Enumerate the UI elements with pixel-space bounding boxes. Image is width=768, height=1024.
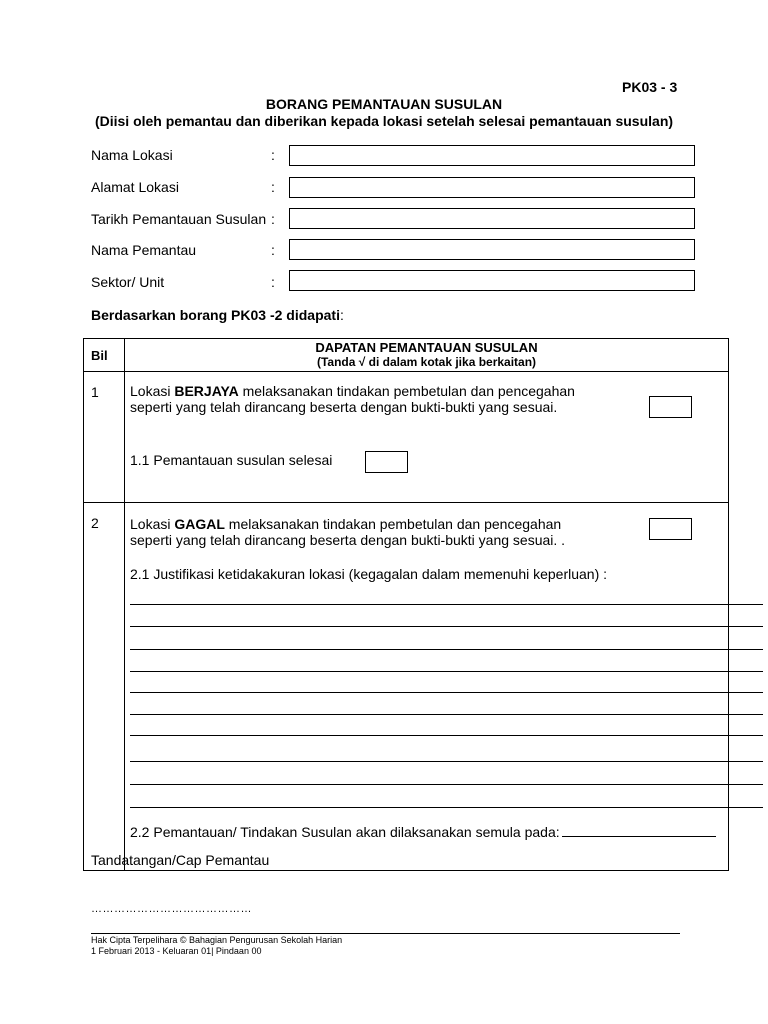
row-2-2-label <box>130 824 716 840</box>
tarikh-field[interactable] <box>289 208 695 229</box>
justification-line[interactable] <box>130 761 763 762</box>
column-header-bil: Bil <box>84 339 125 372</box>
footer-issue: 1 Februari 2013 - Keluaran 01| Pindaan 00 <box>91 946 262 956</box>
sektor-unit-field[interactable] <box>289 270 695 291</box>
date-fill-line[interactable] <box>562 836 716 837</box>
tarikh-label: Tarikh Pemantauan Susulan <box>91 211 267 227</box>
table-row <box>84 372 729 503</box>
row-2-1-label: 2.1 Justifikasi ketidakakuran lokasi (kegagalan dalam memenuhi keperluan) : <box>130 566 608 582</box>
findings-table <box>83 338 729 871</box>
column-header-dapatan <box>125 339 729 372</box>
row-number: 1 <box>84 372 125 503</box>
justification-line[interactable] <box>130 807 763 808</box>
row-1-1-label: 1.1 Pemantauan susulan selesai <box>130 452 333 468</box>
justification-line[interactable] <box>130 714 763 715</box>
justification-line[interactable] <box>130 649 763 650</box>
nama-lokasi-label: Nama Lokasi <box>91 147 173 163</box>
nama-lokasi-field[interactable] <box>289 145 695 166</box>
row-2-statement <box>130 516 565 548</box>
nama-pemantau-colon: : <box>271 242 275 258</box>
sektor-unit-label: Sektor/ Unit <box>91 274 165 290</box>
form-subtitle: (Diisi oleh pemantau dan diberikan kepada lokasi setelah selesai pemantauan susulan) <box>94 113 674 129</box>
footer-divider <box>91 933 680 934</box>
row-2-prefix: Lokasi <box>130 516 175 532</box>
gagal-keyword: GAGAL <box>174 516 225 532</box>
justification-line[interactable] <box>130 784 763 785</box>
signature-label: Tandatangan/Cap Pemantau <box>91 852 270 868</box>
nama-lokasi-colon: : <box>271 147 275 163</box>
alamat-lokasi-field[interactable] <box>289 177 695 198</box>
justification-line[interactable] <box>130 735 763 736</box>
row-1-statement <box>130 383 575 415</box>
table-header-row <box>84 339 729 372</box>
table-subheading: (Tanda √ di dalam kotak jika berkaitan) <box>316 355 537 369</box>
table-heading: DAPATAN PEMANTAUAN SUSULAN <box>315 340 538 355</box>
justification-line[interactable] <box>130 604 763 605</box>
form-code: PK03 - 3 <box>622 79 678 95</box>
alamat-lokasi-colon: : <box>271 179 275 195</box>
row-2-content <box>125 503 729 871</box>
nama-pemantau-label: Nama Pemantau <box>91 242 197 258</box>
footer-copyright: Hak Cipta Terpelihara © Bahagian Pengurusan Sekolah Harian <box>91 935 343 945</box>
nama-pemantau-field[interactable] <box>289 239 695 260</box>
berjaya-keyword: BERJAYA <box>174 383 239 399</box>
intro-main: Berdasarkan borang PK03 -2 didapati <box>91 307 340 323</box>
row-1-line2: seperti yang telah dirancang beserta dengan bukti-bukti yang sesuai. <box>130 399 558 415</box>
table-row <box>84 503 729 871</box>
tarikh-colon: : <box>271 211 275 227</box>
row-1-content <box>125 372 729 503</box>
form-title: BORANG PEMANTAUAN SUSULAN <box>265 96 503 112</box>
sektor-unit-colon: : <box>271 274 275 290</box>
row-2-2-text: 2.2 Pemantauan/ Tindakan Susulan akan dilaksanakan semula pada: <box>130 824 560 840</box>
intro-colon: : <box>339 307 344 323</box>
row-1-prefix: Lokasi <box>130 383 175 399</box>
justification-line[interactable] <box>130 671 763 672</box>
selesai-checkbox[interactable] <box>365 451 408 473</box>
row-1-rest: melaksanakan tindakan pembetulan dan pencegahan <box>238 383 575 399</box>
intro-text <box>91 307 344 323</box>
row-2-rest: melaksanakan tindakan pembetulan dan pencegahan <box>224 516 562 532</box>
justification-line[interactable] <box>130 692 763 693</box>
alamat-lokasi-label: Alamat Lokasi <box>91 179 179 195</box>
justification-line[interactable] <box>130 626 763 627</box>
row-2-line2: seperti yang telah dirancang beserta dengan bukti-bukti yang sesuai. . <box>130 532 566 548</box>
gagal-checkbox[interactable] <box>649 518 692 540</box>
berjaya-checkbox[interactable] <box>649 396 692 418</box>
row-number: 2 <box>84 503 125 871</box>
signature-line[interactable]: …………………………………… <box>91 903 252 915</box>
